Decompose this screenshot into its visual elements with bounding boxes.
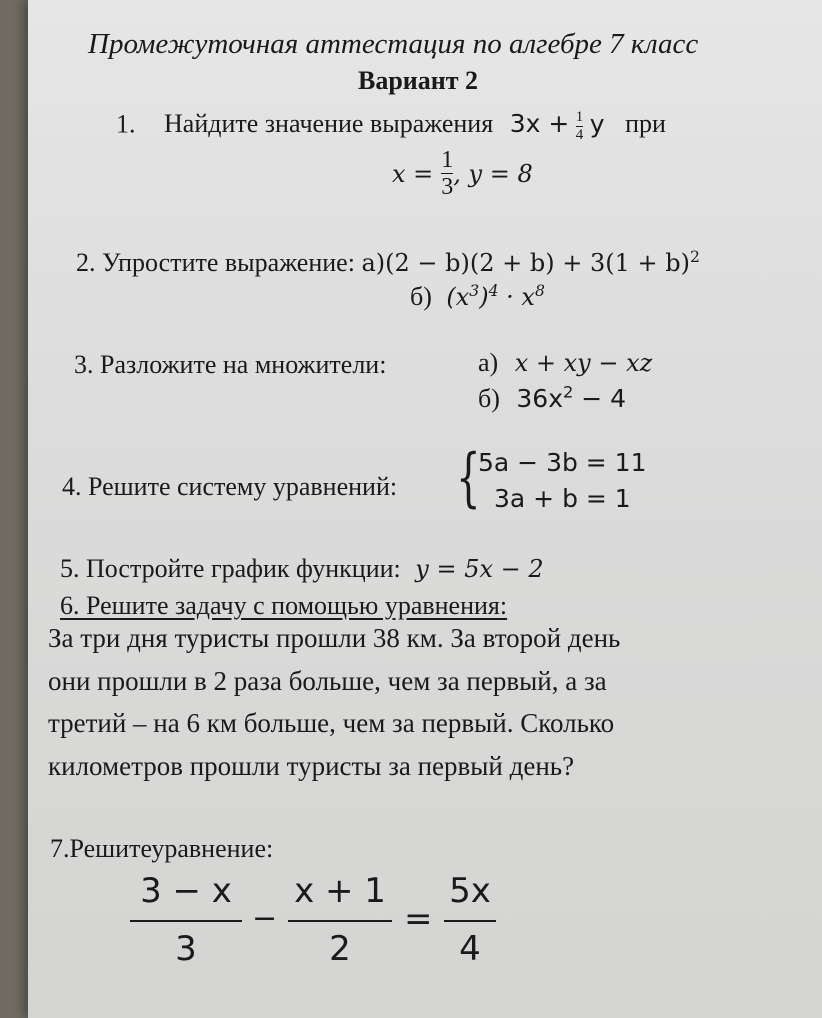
fraction-denominator: 3 (175, 929, 197, 969)
question-3-part-b-label: б) (478, 384, 500, 413)
question-3-part-a-expr: x + xy − xz (514, 349, 653, 377)
question-5-expr: y = 5x − 2 (415, 555, 544, 583)
question-5-label: 5. Постройте график функции: (60, 554, 401, 583)
fraction-numerator: 1 (575, 109, 584, 125)
question-1 (116, 110, 666, 143)
question-2 (76, 250, 700, 276)
equation-fraction-2 (288, 871, 392, 969)
fraction-denominator: 4 (575, 127, 584, 143)
question-1-values (392, 148, 533, 199)
page-title: Промежуточная аттестация по алгебре 7 класс (88, 28, 699, 60)
exponent: 8 (534, 282, 545, 300)
question-1-x-fraction (441, 148, 453, 199)
question-1-expression-part-a: 3x + (509, 109, 570, 139)
question-3-part-b (478, 382, 627, 413)
exponent: 3 (469, 282, 480, 300)
question-1-fraction (576, 110, 584, 143)
question-1-expression-part-b: y (589, 109, 605, 139)
question-2-part-b-label: б) (410, 282, 432, 311)
expr-base: (x (446, 283, 470, 311)
fraction-numerator: 3 − x (140, 871, 232, 911)
exponent: 4 (488, 282, 499, 300)
question-7-label: 7.Решитеуравнение: (50, 834, 274, 863)
question-6-line-4: километров прошли туристы за первый день? (48, 751, 575, 781)
equation-equals: = (404, 899, 433, 939)
expr-tail: − 4 (573, 384, 627, 413)
expr-tail: · x (498, 283, 535, 311)
system-equation-2: 3a + b = 1 (494, 484, 631, 513)
question-6-line-2: они прошли в 2 раза больше, чем за первый, а за (48, 666, 607, 696)
question-6-line-3: третий – на 6 км больше, чем за первый. Сколько (48, 708, 615, 738)
question-1-number: 1. (116, 109, 136, 139)
system-equation-1: 5a − 3b = 11 (478, 448, 647, 477)
question-6-label: 6. Решите задачу с помощью уравнения: (60, 591, 508, 620)
question-2-part-a-exponent: 2 (689, 248, 700, 266)
question-2-part-a (361, 249, 699, 277)
variant-heading: Вариант 2 (358, 66, 479, 95)
question-1-text: Найдите значение выражения (164, 109, 494, 139)
question-2-label: 2. Упростите выражение: (76, 248, 355, 277)
fraction-denominator: 2 (329, 929, 351, 969)
equation-minus: − (252, 901, 278, 936)
fraction-bar (288, 920, 392, 922)
question-2-part-b (410, 284, 545, 310)
expr-paren: ) (479, 283, 489, 311)
system-brace: { (456, 441, 481, 515)
question-3-part-a (478, 350, 652, 376)
question-3-part-a-label: а) (478, 348, 499, 377)
fraction-numerator: 5x (449, 871, 491, 911)
question-1-at: при (625, 109, 666, 139)
fraction-numerator: 1 (441, 147, 454, 173)
fraction-numerator: x + 1 (294, 871, 386, 911)
question-3-label: 3. Разложите на множители: (74, 350, 387, 379)
question-2-part-b-expr (446, 283, 544, 311)
equation-fraction-1 (130, 871, 242, 969)
fraction-denominator: 4 (459, 929, 481, 969)
fraction-bar (444, 920, 496, 922)
exponent: 2 (563, 382, 574, 402)
question-1-y-eq: , y = 8 (453, 159, 533, 188)
question-2-part-a-expr: а)(2 − b)(2 + b) + 3(1 + b) (361, 249, 690, 277)
fraction-bar (130, 920, 242, 922)
expr-base: 36x (516, 384, 563, 413)
question-1-x-eq: x = (392, 159, 434, 188)
fraction-denominator: 3 (441, 174, 454, 200)
question-3-part-b-expr (516, 384, 626, 413)
equation-fraction-3 (444, 871, 496, 969)
question-5 (60, 556, 544, 582)
question-4-label: 4. Решите систему уравнений: (62, 472, 398, 501)
question-6-line-1: За три дня туристы прошли 38 км. За второй день (48, 623, 621, 653)
